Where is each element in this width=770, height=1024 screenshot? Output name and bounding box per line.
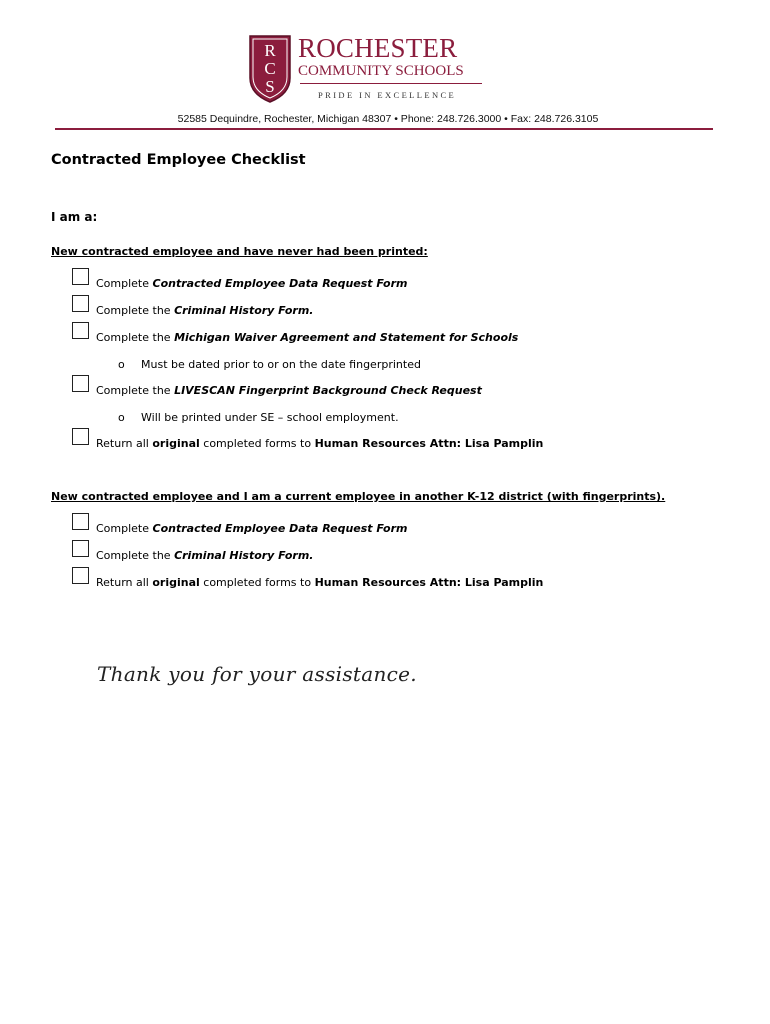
item-text: Complete the <box>96 549 175 562</box>
sub-note-text: Will be printed under SE – school employment. <box>141 411 399 424</box>
checkbox[interactable] <box>72 513 89 530</box>
section1-heading: New contracted employee and have never had been printed: <box>51 245 428 258</box>
logo-name: ROCHESTER <box>298 33 458 63</box>
checkbox[interactable] <box>72 295 89 312</box>
item-text: Complete <box>96 522 153 535</box>
section1-checklist <box>51 272 731 459</box>
logo-subtitle: COMMUNITY SCHOOLS <box>298 63 464 79</box>
checkbox[interactable] <box>72 375 89 392</box>
form-name: Michigan Waiver Agreement and Statement for Schools <box>174 331 519 344</box>
item-text: Return all <box>96 576 153 589</box>
item-text: Complete <box>96 277 153 290</box>
form-name: LIVESCAN Fingerprint Background Check Request <box>174 384 482 397</box>
checkbox[interactable] <box>72 322 89 339</box>
sub-note <box>51 406 731 432</box>
school-logo <box>248 34 488 106</box>
letterhead <box>0 0 770 140</box>
address-line: 52585 Dequindre, Rochester, Michigan 48307 • Phone: 248.726.3000 • Fax: 248.726.3105 <box>177 113 599 125</box>
sub-note <box>51 353 731 379</box>
checklist-item <box>51 299 731 326</box>
checklist-item <box>51 571 731 598</box>
bullet-icon: o <box>118 358 125 371</box>
section2-checklist <box>51 517 731 598</box>
logo-letter-c: C <box>264 59 276 78</box>
form-name: Criminal History Form. <box>174 304 314 317</box>
checklist-item <box>51 326 731 353</box>
contact-name: Human Resources Attn: Lisa Pamplin <box>314 437 544 450</box>
checklist-item <box>51 272 731 299</box>
closing-signature: Thank you for your assistance. <box>97 662 417 686</box>
checkbox[interactable] <box>72 567 89 584</box>
checklist-item <box>51 544 731 571</box>
sub-note-text: Must be dated prior to or on the date fingerprinted <box>141 358 421 371</box>
contact-name: Human Resources Attn: Lisa Pamplin <box>314 576 544 589</box>
item-text: Return all <box>96 437 153 450</box>
section2-heading: New contracted employee and I am a current employee in another K-12 district (with fingerprints). <box>51 490 666 503</box>
rcs-shield-icon <box>248 34 292 104</box>
item-text: Complete the <box>96 331 175 344</box>
emphasis-text: original <box>152 437 200 450</box>
form-name: Contracted Employee Data Request Form <box>152 277 408 290</box>
checkbox[interactable] <box>72 428 89 445</box>
item-text: completed forms to <box>199 437 315 450</box>
logo-divider <box>300 83 482 84</box>
form-name: Contracted Employee Data Request Form <box>152 522 408 535</box>
logo-motto: PRIDE IN EXCELLENCE <box>318 90 457 100</box>
form-name: Criminal History Form. <box>174 549 314 562</box>
item-text: completed forms to <box>199 576 315 589</box>
checkbox[interactable] <box>72 540 89 557</box>
checklist-item <box>51 432 731 459</box>
checklist-item <box>51 379 731 406</box>
item-text: Complete the <box>96 384 175 397</box>
checkbox[interactable] <box>72 268 89 285</box>
i-am-label: I am a: <box>51 210 98 224</box>
document-title: Contracted Employee Checklist <box>51 152 306 168</box>
logo-letter-s: S <box>265 77 275 96</box>
item-text: Complete the <box>96 304 175 317</box>
logo-letter-r: R <box>264 41 276 60</box>
checklist-document <box>51 150 731 598</box>
emphasis-text: original <box>152 576 200 589</box>
checklist-item <box>51 517 731 544</box>
bullet-icon: o <box>118 411 125 424</box>
header-divider <box>55 128 713 130</box>
